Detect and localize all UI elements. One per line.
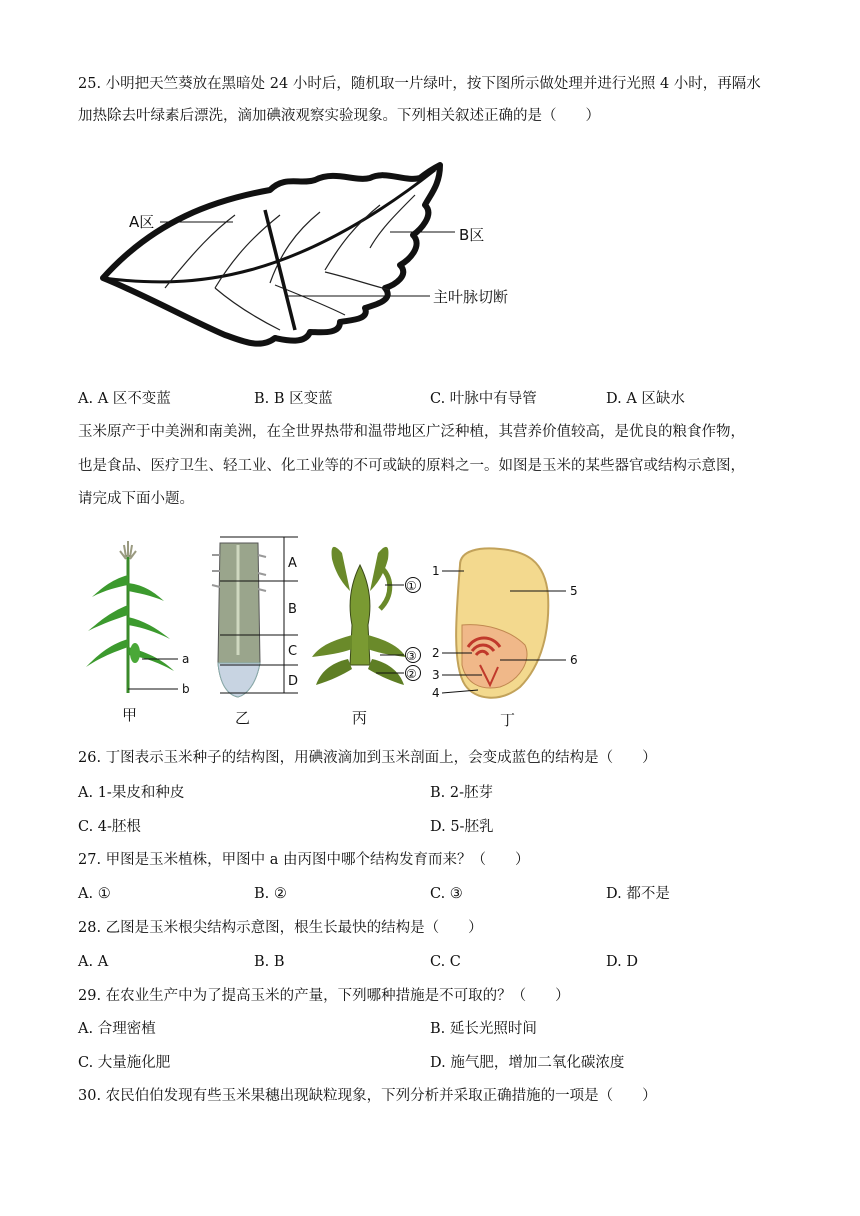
q26-option-b: B. 2-胚芽 [430,785,493,801]
q29-option-a: A. 合理密植 [78,1021,156,1037]
bing-label-3: ③ [406,649,417,663]
q29-stem: 29. 在农业生产中为了提高玉米的产量，下列哪种措施是不可取的？（ ） [78,988,570,1004]
ding-label-6: 6 [570,653,578,667]
caption-jia: 甲 [122,706,138,724]
q28-option-a: A. A [78,954,109,970]
ding-label-1: 1 [432,564,440,578]
q25-option-a: A. A 区不变蓝 [78,391,171,407]
ding-label-3: 3 [432,668,440,682]
passage-line1: 玉米原产于中美洲和南美洲，在全世界热带和温带地区广泛种植，其营养价值较高，是优良的粮食作物， [78,424,745,440]
jia-corn-plant [86,541,190,696]
yi-label-d: D [288,674,299,689]
yi-label-a: A [288,556,297,571]
ding-label-5: 5 [570,584,578,598]
q27-option-a: A. ① [78,886,111,902]
label-midrib-cut: 主叶脉切断 [433,288,509,306]
q26-option-d: D. 5-胚乳 [430,819,494,835]
q28-option-d: D. D [606,954,638,970]
q29-option-d: D. 施气肥，增加二氧化碳浓度 [430,1055,625,1071]
q25-stem-line2: 加热除去叶绿素后漂洗，滴加碘液观察实验现象。下列相关叙述正确的是（ ） [78,108,600,124]
label-a-zone: A区 [129,213,155,231]
q28-option-c: C. C [430,954,461,970]
q26-option-c: C. 4-胚根 [78,819,141,835]
q28-option-b: B. B [254,954,285,970]
q27-option-d: D. 都不是 [606,886,670,902]
q25-option-c: C. 叶脉中有导管 [430,391,537,407]
yi-label-b: B [288,602,297,617]
ding-label-2: 2 [432,646,440,660]
q28-stem: 28. 乙图是玉米根尖结构示意图，根生长最快的结构是（ ） [78,920,483,936]
passage-line3: 请完成下面小题。 [78,491,194,507]
ding-corn-seed [432,548,578,700]
caption-ding: 丁 [500,711,516,729]
corn-figure [80,535,600,735]
yi-label-c: C [288,644,298,659]
q25-option-b: B. B 区变蓝 [254,391,333,407]
bing-label-2: ② [406,667,417,681]
q26-option-a: A. 1-果皮和种皮 [78,785,185,801]
q27-stem: 27. 甲图是玉米植株，甲图中 a 由丙图中哪个结构发育而来？（ ） [78,852,530,868]
q25-option-d: D. A 区缺水 [606,391,685,407]
jia-label-b: b [182,682,190,696]
label-b-zone: B区 [459,226,485,244]
bing-bud [312,547,421,685]
q27-option-c: C. ③ [430,886,463,902]
q30-stem: 30. 农民伯伯发现有些玉米果穗出现缺粒现象，下列分析并采取正确措施的一项是（ ） [78,1088,657,1104]
q29-option-c: C. 大量施化肥 [78,1055,171,1071]
q25-stem-line1: 25. 小明把天竺葵放在黑暗处 24 小时后，随机取一片绿叶，按下图所示做处理并进行光照 4 小时，再隔水 [78,76,761,92]
bing-label-1: ① [406,579,417,593]
caption-yi: 乙 [235,709,251,727]
q26-stem: 26. 丁图表示玉米种子的结构图，用碘液滴加到玉米剖面上，会变成蓝色的结构是（ ） [78,750,657,766]
caption-bing: 丙 [352,709,368,727]
leaf-outline [103,165,440,344]
leaf-figure [95,160,535,370]
yi-root-tip [212,537,298,697]
midrib-cut-line [265,210,295,330]
ding-label-4: 4 [432,686,440,700]
passage-line2: 也是食品、医疗卫生、轻工业、化工业等的不可或缺的原料之一。如图是玉米的某些器官或结构示意图， [78,458,745,474]
jia-label-a: a [182,652,190,666]
q29-option-b: B. 延长光照时间 [430,1021,537,1037]
q27-option-b: B. ② [254,886,287,902]
